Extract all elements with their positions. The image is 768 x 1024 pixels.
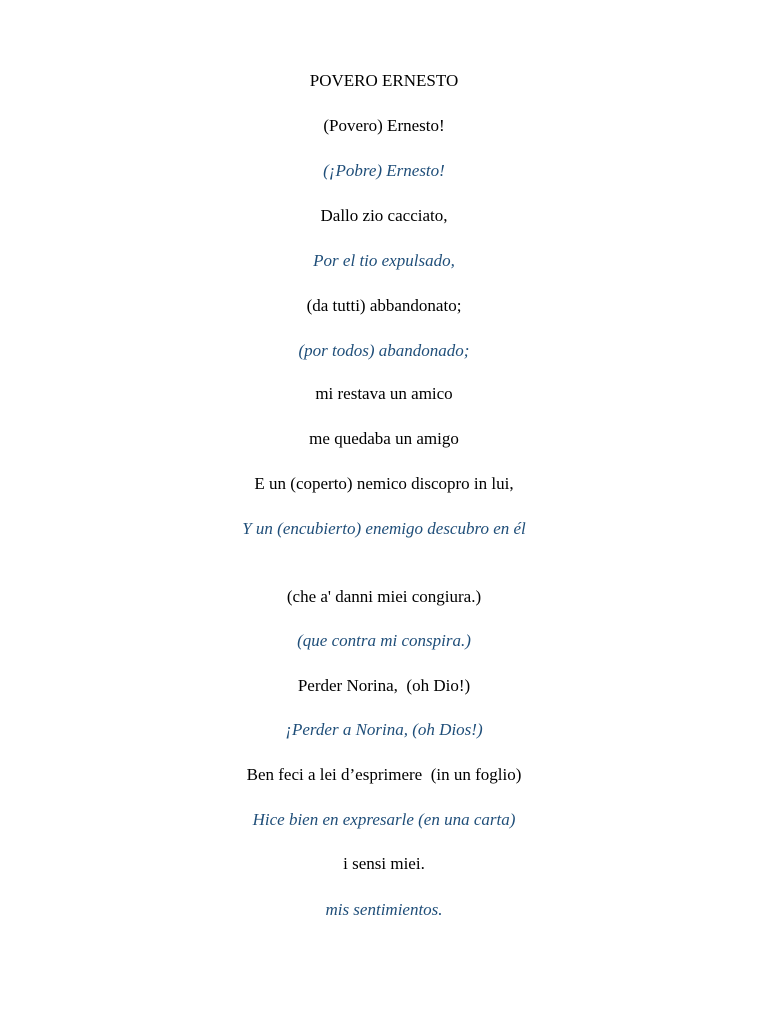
lyric-line-translation: (¡Pobre) Ernesto!: [323, 161, 445, 180]
lyric-line-translation: (por todos) abandonado;: [298, 341, 470, 360]
document-title: POVERO ERNESTO: [309, 71, 459, 90]
lyric-line-translation: Hice bien en expresarle (en una carta): [252, 810, 516, 829]
lyric-line-translation: Y un (encubierto) enemigo descubro en él: [242, 519, 526, 538]
lyric-line-original: Dallo zio cacciato,: [320, 206, 448, 225]
lyric-line-translation: mis sentimientos.: [325, 900, 443, 919]
lyric-line-translation: Por el tio expulsado,: [313, 251, 455, 270]
lyric-line-translation: (que contra mi conspira.): [297, 631, 471, 650]
lyric-line-original: (da tutti) abbandonato;: [306, 296, 462, 315]
lyric-line-original: Perder Norina, (oh Dio!): [297, 676, 471, 695]
lyric-line-translation: ¡Perder a Norina, (oh Dios!): [285, 720, 483, 739]
lyric-line-original: (che a' danni miei congiura.): [286, 587, 482, 606]
lyric-line-original: (Povero) Ernesto!: [323, 116, 445, 135]
lyric-line-original: E un (coperto) nemico discopro in lui,: [254, 474, 514, 493]
lyric-line-original: mi restava un amico: [315, 384, 453, 403]
lyric-line-original: me quedaba un amigo: [309, 429, 459, 448]
lyric-line-original: Ben feci a lei d’esprimere (in un foglio): [246, 765, 522, 784]
lyric-line-original: i sensi miei.: [343, 854, 425, 873]
